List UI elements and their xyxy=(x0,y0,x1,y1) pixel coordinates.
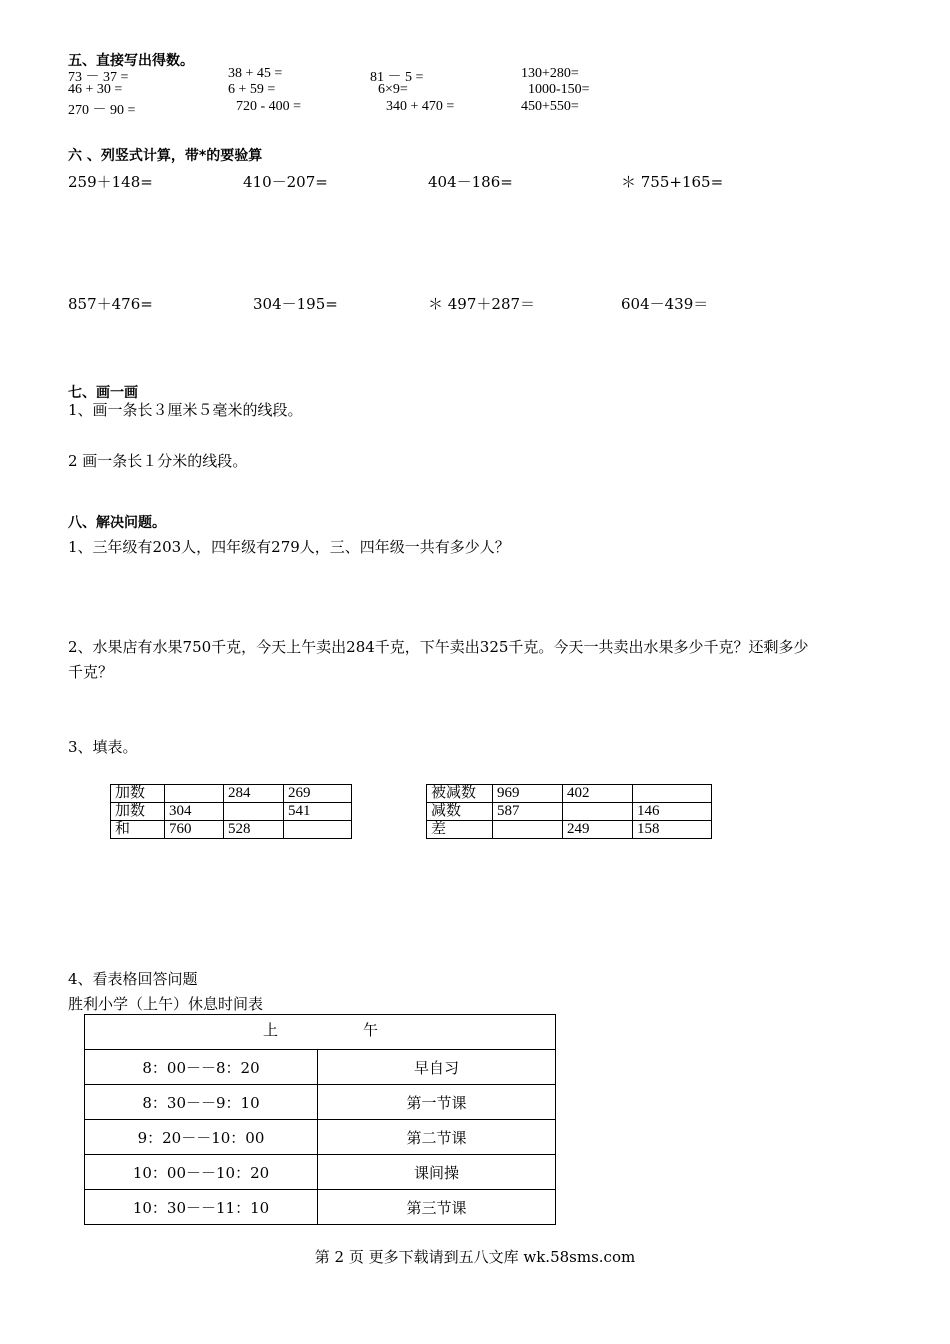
calc-item: 270 － 90 = xyxy=(68,103,136,118)
subtraction-fill-table xyxy=(426,784,712,839)
schedule-caption: 胜利小学（上午）休息时间表 xyxy=(68,995,264,1013)
table-cell: 402 xyxy=(563,785,633,803)
table-row xyxy=(111,821,352,839)
table-row xyxy=(85,1085,556,1120)
table-cell xyxy=(563,803,633,821)
time-cell: 10：00－－10：20 xyxy=(85,1155,318,1190)
table-cell xyxy=(224,803,284,821)
table-cell: 146 xyxy=(633,803,712,821)
table-cell xyxy=(493,821,563,839)
table-row xyxy=(111,803,352,821)
time-cell: 8：00－－8：20 xyxy=(85,1050,318,1085)
table-cell: 差 xyxy=(427,821,493,839)
time-cell: 10：30－－11：10 xyxy=(85,1190,318,1225)
header-text-left: 上 xyxy=(263,1021,279,1039)
time-cell: 8：30－－9：10 xyxy=(85,1085,318,1120)
table-cell: 加数 xyxy=(111,803,165,821)
table-cell: 和 xyxy=(111,821,165,839)
calc-item: 450+550= xyxy=(521,99,579,114)
vertical-calc-item: 857＋476= xyxy=(68,295,153,313)
activity-cell: 课间操 xyxy=(318,1155,556,1190)
calc-item: 130+280= xyxy=(521,66,579,81)
table-cell: 269 xyxy=(284,785,352,803)
calc-item: 720 - 400 = xyxy=(236,99,302,114)
calc-item: 46 + 30 = xyxy=(68,82,123,97)
section-6-title: 六 、列竖式计算，带*的要验算 xyxy=(68,148,263,164)
table-cell: 760 xyxy=(165,821,224,839)
header-text-right: 午 xyxy=(363,1021,379,1039)
page-footer: 第 2 页 更多下载请到五八文库 wk.58sms.com xyxy=(314,1248,636,1266)
table-row xyxy=(111,785,352,803)
table-cell: 541 xyxy=(284,803,352,821)
activity-cell: 第一节课 xyxy=(318,1085,556,1120)
vertical-calc-item: 404－186= xyxy=(428,173,513,191)
table-cell xyxy=(284,821,352,839)
calc-item: 340 + 470 = xyxy=(386,99,455,114)
drawing-question-2: 2 画一条长１分米的线段。 xyxy=(68,452,248,470)
activity-cell: 第三节课 xyxy=(318,1190,556,1225)
vertical-calc-item: 304－195= xyxy=(253,295,338,313)
calc-item: 6×9= xyxy=(378,82,408,97)
table-cell xyxy=(165,785,224,803)
calc-item: 38 + 45 = xyxy=(228,66,283,81)
table-row xyxy=(427,803,712,821)
table-cell xyxy=(633,785,712,803)
calc-item: 81 － 5 = xyxy=(370,70,424,85)
addition-fill-table xyxy=(110,784,352,839)
activity-cell: 第二节课 xyxy=(318,1120,556,1155)
table-row xyxy=(85,1190,556,1225)
problem-2-line-2: 千克？ xyxy=(68,663,114,681)
table-row xyxy=(85,1120,556,1155)
table-cell: 969 xyxy=(493,785,563,803)
table-cell: 587 xyxy=(493,803,563,821)
section-5-title: 五、直接写出得数。 xyxy=(68,53,194,69)
vertical-calc-item: 410－207= xyxy=(243,173,328,191)
table-cell: 158 xyxy=(633,821,712,839)
drawing-question-1: 1、画一条长３厘米５毫米的线段。 xyxy=(68,401,303,419)
problem-4: 4、看表格回答问题 xyxy=(68,970,198,988)
vertical-calc-item: ＊ 497＋287＝ xyxy=(428,295,536,313)
table-row xyxy=(85,1050,556,1085)
problem-2-line-1: 2、水果店有水果750千克，今天上午卖出284千克，下午卖出325千克。今天一共卖出水果多少千克？还剩多少 xyxy=(68,638,809,656)
table-row xyxy=(85,1155,556,1190)
vertical-calc-item: 259＋148= xyxy=(68,173,153,191)
table-cell: 减数 xyxy=(427,803,493,821)
break-schedule-table xyxy=(84,1014,556,1225)
problem-1: 1、三年级有203人，四年级有279人，三、四年级一共有多少人？ xyxy=(68,538,510,556)
table-header-row xyxy=(85,1015,556,1050)
calc-item: 6 + 59 = xyxy=(228,82,276,97)
table-cell: 284 xyxy=(224,785,284,803)
table-cell: 249 xyxy=(563,821,633,839)
table-cell: 304 xyxy=(165,803,224,821)
time-cell: 9：20－－10：00 xyxy=(85,1120,318,1155)
table-cell: 528 xyxy=(224,821,284,839)
table-row xyxy=(427,821,712,839)
section-7-title: 七、画一画 xyxy=(68,385,138,401)
activity-cell: 早自习 xyxy=(318,1050,556,1085)
table-row xyxy=(427,785,712,803)
vertical-calc-item: ＊ 755+165= xyxy=(621,173,724,191)
table-header-cell xyxy=(85,1015,556,1050)
calc-item: 1000-150= xyxy=(528,82,590,97)
problem-3: 3、填表。 xyxy=(68,738,138,756)
table-cell: 加数 xyxy=(111,785,165,803)
vertical-calc-item: 604－439＝ xyxy=(621,295,709,313)
section-8-title: 八、解决问题。 xyxy=(68,515,166,531)
table-cell: 被减数 xyxy=(427,785,493,803)
calc-item: 73 － 37 = xyxy=(68,70,129,85)
